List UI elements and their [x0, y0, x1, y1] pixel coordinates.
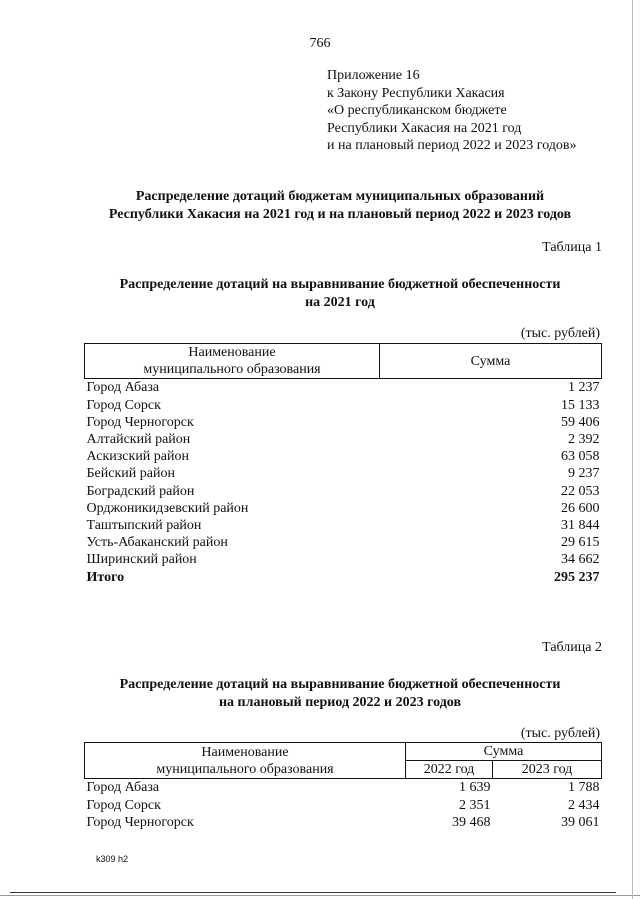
row-name: Алтайский район: [86, 432, 191, 448]
table2-units: (тыс. рублей): [520, 726, 600, 741]
row-value: 26 600: [561, 500, 600, 516]
table1-total-row: [85, 569, 602, 586]
row-name: Город Черногорск: [86, 414, 194, 430]
row-value-2022: 39 468: [452, 814, 491, 830]
row-value: 9 237: [568, 466, 600, 482]
table1-title-line: Распределение дотаций на выравнивание бюджетной обеспеченности: [119, 277, 561, 292]
appendix-line: к Закону Республики Хакасия: [327, 85, 505, 101]
appendix-line: Приложение 16: [327, 68, 420, 83]
footer-code: k309 h2: [96, 854, 129, 864]
table2: [84, 742, 602, 831]
row-name: Орджоникидзевский район: [86, 500, 249, 516]
table-row: [85, 448, 602, 465]
row-name: Бейский район: [86, 466, 175, 482]
appendix-line: Республики Хакасия на 2021 год: [327, 120, 522, 136]
document-title-line: Распределение дотаций бюджетам муниципальных образований: [135, 189, 545, 204]
table-row: [85, 517, 602, 534]
document-title: [60, 188, 620, 224]
table2-header-sum: Сумма: [406, 743, 602, 761]
header-name-line: муниципального образования: [156, 761, 334, 777]
header-name-line: Наименование: [188, 345, 276, 360]
table2-header-year-2023: 2023 год: [493, 761, 602, 779]
table1-title: [60, 276, 620, 312]
total-value: 295 237: [554, 569, 600, 585]
row-value-2023: 39 061: [561, 814, 600, 830]
row-name: Город Сорск: [86, 797, 161, 813]
table-row: [85, 814, 602, 831]
table-row: [85, 483, 602, 500]
table1-header-sum: Сумма: [380, 344, 602, 379]
table-row: [85, 779, 602, 797]
table-row: [85, 534, 602, 551]
table2-title-line: на плановый период 2022 и 2023 годов: [218, 695, 462, 710]
table-row: [85, 465, 602, 482]
table2-header-name: [85, 743, 406, 779]
row-name: Ширинский район: [86, 552, 197, 568]
table2-title: [60, 676, 620, 712]
table-row: [85, 797, 602, 814]
table2-header-row: [85, 743, 602, 761]
row-name: Город Черногорск: [86, 814, 194, 830]
table-row: [85, 397, 602, 414]
table1-units: (тыс. рублей): [520, 326, 600, 341]
appendix-line: и на плановый период 2022 и 2023 годов»: [327, 138, 577, 153]
table1-header-name: [85, 344, 380, 379]
table1-label: Таблица 1: [542, 240, 602, 255]
row-name: Город Абаза: [86, 380, 160, 396]
table-row: [85, 551, 602, 568]
table1-header-row: [85, 344, 602, 379]
header-name-line: Наименование: [201, 744, 289, 760]
table1-title-line: на 2021 год: [305, 295, 375, 310]
scan-right-edge: [632, 0, 633, 899]
row-value-2022: 1 639: [459, 780, 491, 796]
row-name: Город Сорск: [86, 397, 161, 413]
table2-label: Таблица 2: [542, 640, 602, 655]
table2-header-year-2022: 2022 год: [406, 761, 493, 779]
row-name: Усть-Абаканский район: [86, 535, 228, 551]
row-value: 15 133: [561, 397, 600, 413]
row-value: 63 058: [561, 449, 600, 465]
row-name: Аскизский район: [86, 449, 189, 465]
row-value-2023: 2 434: [568, 797, 600, 813]
row-name: Город Абаза: [86, 780, 160, 796]
appendix-note: [327, 67, 577, 155]
row-value: 34 662: [561, 552, 600, 568]
table-row: [85, 500, 602, 517]
appendix-line: «О республиканском бюджете: [327, 103, 507, 118]
row-value: 2 392: [568, 432, 600, 448]
row-value: 29 615: [561, 535, 600, 551]
table-row: [85, 414, 602, 431]
row-value-2022: 2 351: [459, 797, 491, 813]
page-number: 766: [309, 36, 331, 51]
row-value: 1 237: [568, 380, 600, 396]
row-value: 31 844: [561, 518, 600, 534]
header-name-line: муниципального образования: [143, 362, 321, 378]
table2-title-line: Распределение дотаций на выравнивание бюджетной обеспеченности: [119, 677, 561, 692]
row-value-2023: 1 788: [568, 780, 600, 796]
row-value: 22 053: [561, 483, 600, 499]
row-name: Таштыпский район: [86, 518, 202, 534]
total-name: Итого: [86, 569, 125, 585]
table-row: [85, 379, 602, 397]
scan-edge-line: [0, 895, 640, 896]
row-name: Боградский район: [86, 483, 195, 499]
table-row: [85, 431, 602, 448]
table1: [84, 343, 602, 586]
row-value: 59 406: [561, 414, 600, 430]
document-title-line: Республики Хакасия на 2021 год и на плановый период 2022 и 2023 годов: [108, 207, 572, 222]
scan-edge-line: [10, 892, 616, 893]
